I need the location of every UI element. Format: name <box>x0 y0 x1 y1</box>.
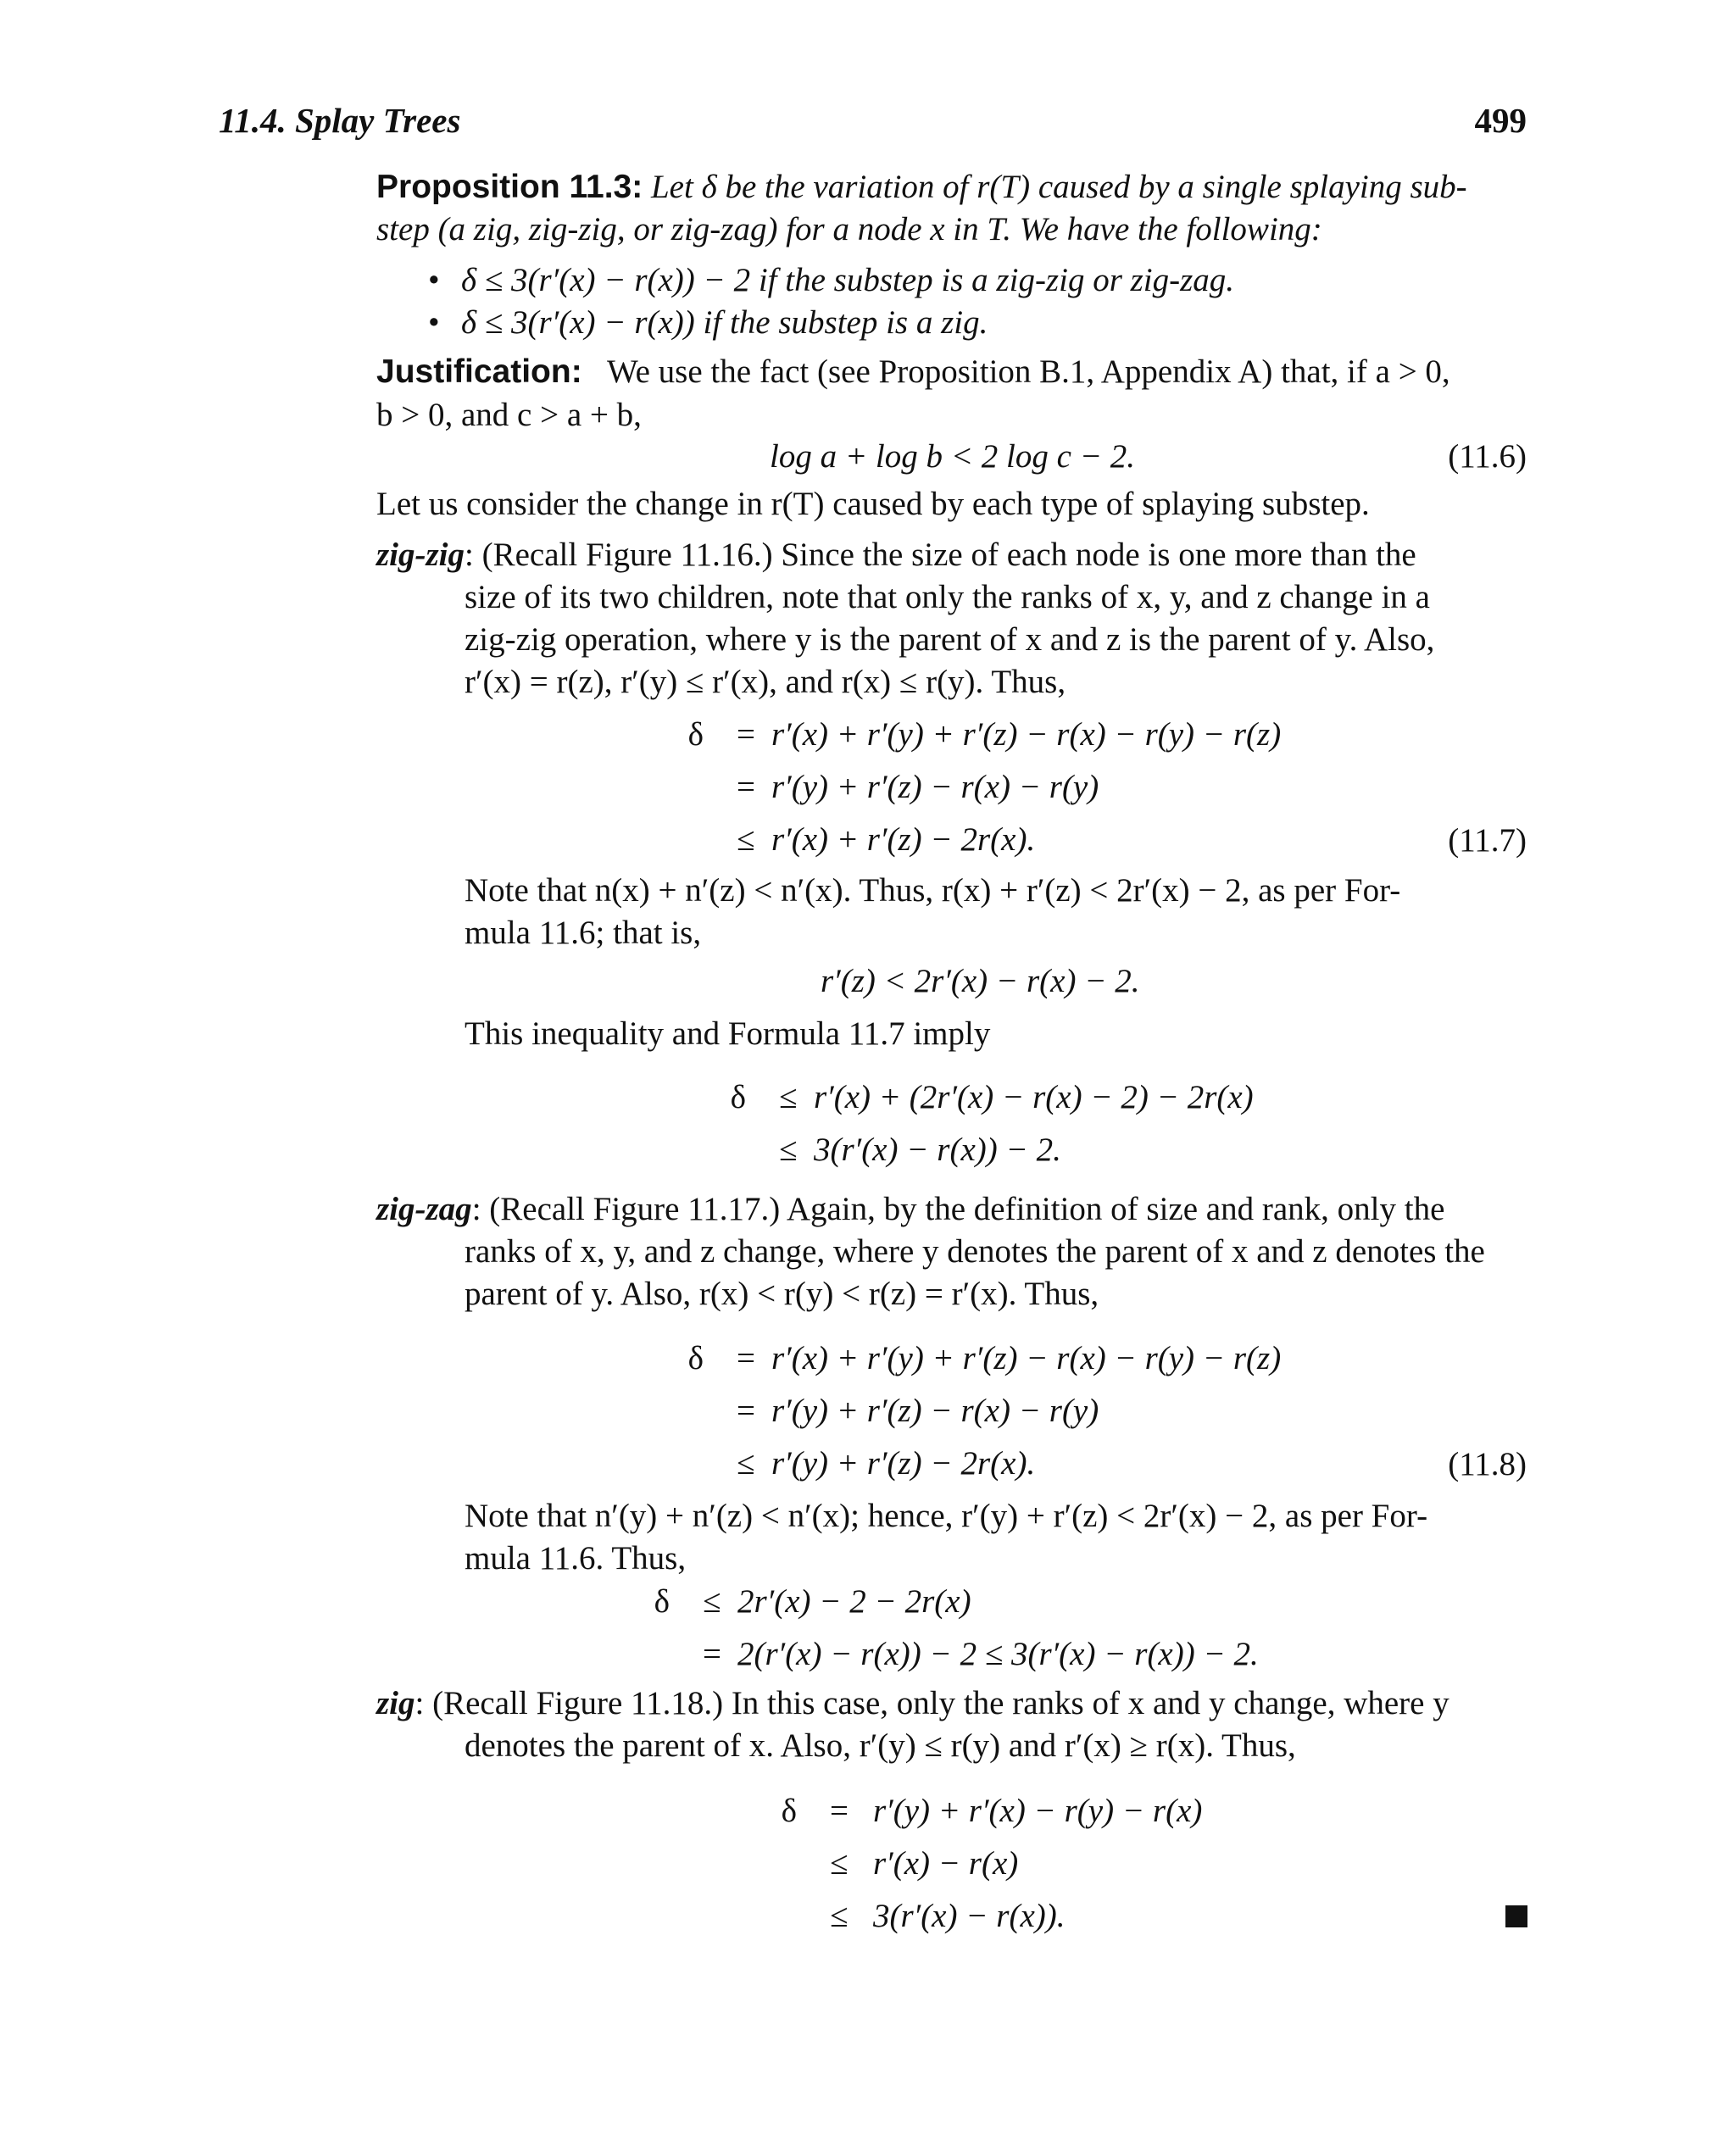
zigzig-note-2: mula 11.6; that is, <box>465 915 702 951</box>
equation-operator: ≤ <box>830 1845 849 1882</box>
running-header-section: 11.4. Splay Trees <box>219 101 461 140</box>
equation-operator: = <box>737 716 755 753</box>
zigzag-note-2: mula 11.6. Thus, <box>465 1540 687 1577</box>
formula-number-11-7: (11.7) <box>1448 822 1527 859</box>
zigzig-line-2: size of its two children, note that only the ranks of x, y, and z change in a <box>465 579 1430 615</box>
equation-operator: ≤ <box>779 1079 798 1115</box>
equation-rhs: r′(y) + r′(x) − r(y) − r(x) <box>873 1793 1203 1829</box>
equation-rhs: r′(x) + r′(y) + r′(z) − r(x) − r(y) − r(z) <box>771 1340 1282 1376</box>
zigzag-line-1 <box>376 1188 1444 1231</box>
equation-rhs: r′(y) + r′(z) − r(x) − r(y) <box>771 1393 1099 1429</box>
zigzig-label: zig-zig <box>376 537 465 573</box>
equation-lhs: δ <box>730 1079 746 1115</box>
equation-operator: = <box>737 1340 755 1376</box>
equation-rhs: r′(x) − r(x) <box>873 1845 1019 1882</box>
proposition-bullet-2: δ ≤ 3(r′(x) − r(x)) if the substep is a zig. <box>461 304 988 341</box>
equation-rhs: r′(y) + r′(z) − 2r(x). <box>771 1445 1036 1482</box>
zig-label: zig <box>376 1685 415 1721</box>
equation-lhs: δ <box>781 1793 797 1829</box>
zigzag-note-1: Note that n′(y) + n′(z) < n′(x); hence, r′(y) + r′(z) < 2r′(x) − 2, as per For- <box>465 1498 1428 1534</box>
equation-lhs: δ <box>687 716 704 753</box>
equation-operator: = <box>737 769 755 805</box>
bullet-marker-1: • <box>428 262 440 298</box>
formula-number-11-8: (11.8) <box>1448 1446 1527 1482</box>
equation-operator: ≤ <box>830 1898 849 1934</box>
page-number: 499 <box>1474 101 1527 140</box>
equation-operator: ≤ <box>703 1583 721 1620</box>
equation-lhs: δ <box>687 1340 704 1376</box>
justification-line-2: b > 0, and c > a + b, <box>376 397 642 433</box>
proposition-line-1 <box>376 166 1467 209</box>
equation-rhs: 3(r′(x) − r(x)). <box>873 1898 1066 1934</box>
proposition-label: Proposition 11.3: <box>376 169 643 205</box>
consider-line: Let us consider the change in r(T) caused by each type of splaying substep. <box>376 486 1370 522</box>
proposition-line-2: step (a zig, zig-zig, or zig-zag) for a node x in T. We have the following: <box>376 211 1322 247</box>
justification-line-1 <box>376 351 1450 393</box>
zig-line-1 <box>376 1682 1449 1725</box>
zigzig-line-3: zig-zig operation, where y is the parent of x and z is the parent of y. Also, <box>465 621 1435 658</box>
justification-label: Justification: <box>376 353 582 390</box>
equation-rhs: r′(y) + r′(z) − r(x) − r(y) <box>771 769 1099 805</box>
equation-rhs: r′(x) + (2r′(x) − r(x) − 2) − 2r(x) <box>814 1079 1254 1115</box>
zigzag-text-1: : (Recall Figure 11.17.) Again, by the definition of size and rank, only the <box>471 1191 1445 1227</box>
formula-11-6: log a + log b < 2 log c − 2. <box>770 438 1136 475</box>
equation-operator: = <box>703 1636 721 1672</box>
equation-operator: = <box>737 1393 755 1429</box>
proposition-text-1: Let δ be the variation of r(T) caused by a single splaying sub- <box>643 169 1467 205</box>
zigzig-imply-line: This inequality and Formula 11.7 imply <box>465 1015 991 1052</box>
qed-square-icon <box>1505 1905 1527 1927</box>
formula-number-11-6: (11.6) <box>1448 438 1527 475</box>
equation-rhs: 2(r′(x) − r(x)) − 2 ≤ 3(r′(x) − r(x)) − 2. <box>737 1636 1259 1672</box>
equation-operator: ≤ <box>737 1445 755 1482</box>
bullet-marker-2: • <box>428 304 440 341</box>
zigzag-line-2: ranks of x, y, and z change, where y denotes the parent of x and z denotes the <box>465 1233 1485 1270</box>
zigzag-line-3: parent of y. Also, r(x) < r(y) < r(z) = r′(x). Thus, <box>465 1276 1099 1312</box>
equation-rhs: 2r′(x) − 2 − 2r(x) <box>737 1583 971 1620</box>
equation-rhs: r′(x) + r′(z) − 2r(x). <box>771 821 1036 858</box>
equation-operator: ≤ <box>737 821 755 858</box>
equation-lhs: δ <box>654 1583 670 1620</box>
zig-line-2: denotes the parent of x. Also, r′(y) ≤ r(y) and r′(x) ≥ r(x). Thus, <box>465 1727 1296 1764</box>
zigzig-inequality: r′(z) < 2r′(x) − r(x) − 2. <box>821 963 1140 999</box>
proposition-bullet-1: δ ≤ 3(r′(x) − r(x)) − 2 if the substep is a zig-zig or zig-zag. <box>461 262 1235 298</box>
justification-text-1: We use the fact (see Proposition B.1, Appendix A) that, if a > 0, <box>606 353 1450 390</box>
zigzig-note-1: Note that n(x) + n′(z) < n′(x). Thus, r(x) + r′(z) < 2r′(x) − 2, as per For- <box>465 872 1401 909</box>
zigzag-label: zig-zag <box>376 1191 472 1227</box>
zigzig-line-1 <box>376 534 1416 576</box>
equation-operator: ≤ <box>779 1132 798 1168</box>
equation-rhs: r′(x) + r′(y) + r′(z) − r(x) − r(y) − r(z) <box>771 716 1282 753</box>
equation-rhs: 3(r′(x) − r(x)) − 2. <box>814 1132 1061 1168</box>
zigzig-text-1: : (Recall Figure 11.16.) Since the size of each node is one more than the <box>465 537 1416 573</box>
zigzig-line-4: r′(x) = r(z), r′(y) ≤ r′(x), and r(x) ≤ r(y). Thus, <box>465 664 1066 700</box>
zig-text-1: : (Recall Figure 11.18.) In this case, only the ranks of x and y change, where y <box>415 1685 1449 1721</box>
equation-operator: = <box>830 1793 849 1829</box>
